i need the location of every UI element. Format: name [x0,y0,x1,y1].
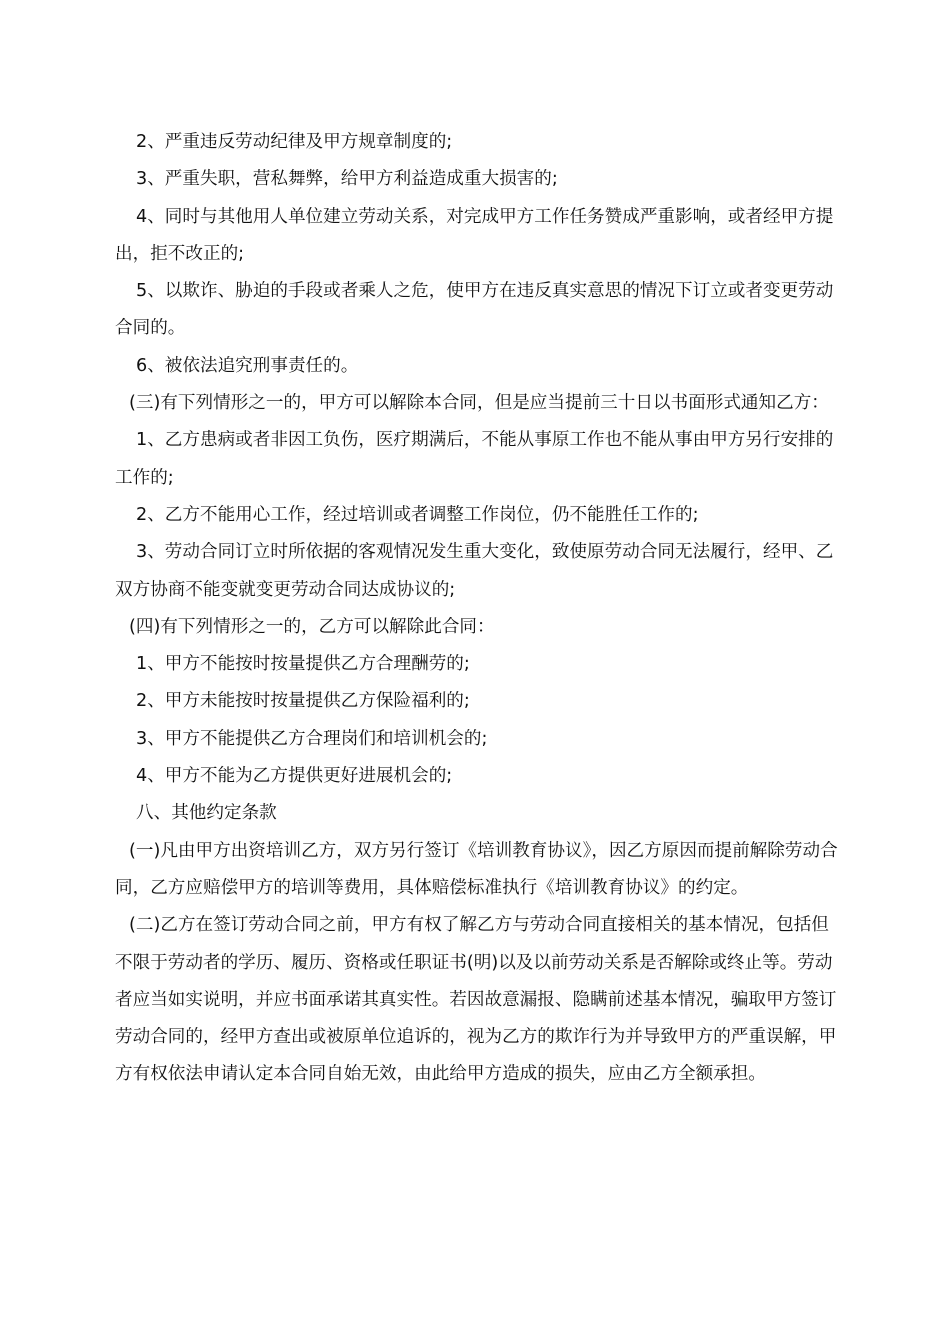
clause-paragraph: 5、以欺诈、胁迫的手段或者乘人之危，使甲方在违反真实意思的情况下订立或者变更劳动合同的。 [115,281,834,339]
section-paragraph: (一)凡由甲方出资培训乙方，双方另行签订《培训教育协议》，因乙方原因而提前解除劳动合同，乙方应赔偿甲方的培训等费用，具体赔偿标准执行《培训教育协议》的约定。 [115,840,838,898]
clause-paragraph: 2、严重违反劳动纪律及甲方规章制度的; [136,132,453,152]
clause-paragraph: 2、甲方未能按时按量提供乙方保险福利的; [136,691,470,712]
section-paragraph: (四)有下列情形之一的，乙方可以解除此合同： [129,616,495,637]
section-paragraph: (二)乙方在签订劳动合同之前，甲方有权了解乙方与劳动合同直接相关的基本情况，包括但不限于劳动者的学历、履历、资格或任职证书(明)以及以前劳动关系是否解除或终止等。劳动者应当如实说明，并应书面承诺其真实性。若因故意漏报、隐瞒前述基本情况，骗取甲方签订劳动合同的，经甲方查出或被原单位追诉的，视为乙方的欺诈行为并导致甲方的严重误解，甲方有权依法申请认定本合同自始无效，由此给甲方造成的损失，应由乙方全额承担。 [115,915,837,1085]
clause-paragraph: 3、严重失职，营私舞弊，给甲方利益造成重大损害的; [136,169,558,190]
article-heading: 八、其他约定条款 [136,803,277,824]
clause-paragraph: 6、被依法追究刑事责任的。 [136,355,359,376]
clause-paragraph: 1、甲方不能按时按量提供乙方合理酬劳的; [136,654,470,675]
clause-paragraph: 4、同时与其他用人单位建立劳动关系，对完成甲方工作任务赞成严重影响，或者经甲方提出，拒不改正的; [115,206,834,264]
document-body [115,124,840,1094]
clause-paragraph: 2、乙方不能用心工作，经过培训或者调整工作岗位，仍不能胜任工作的; [136,504,699,525]
clause-paragraph: 1、乙方患病或者非因工负伤，医疗期满后，不能从事原工作也不能从事由甲方另行安排的工作的; [115,430,834,488]
section-paragraph: (三)有下列情形之一的，甲方可以解除本合同，但是应当提前三十日以书面形式通知乙方： [129,393,829,414]
clause-paragraph: 3、甲方不能提供乙方合理岗们和培训机会的; [136,728,488,749]
clause-paragraph: 3、劳动合同订立时所依据的客观情况发生重大变化，致使原劳动合同无法履行，经甲、乙双方协商不能变就变更劳动合同达成协议的; [115,542,834,600]
clause-paragraph: 4、甲方不能为乙方提供更好进展机会的; [136,766,453,787]
